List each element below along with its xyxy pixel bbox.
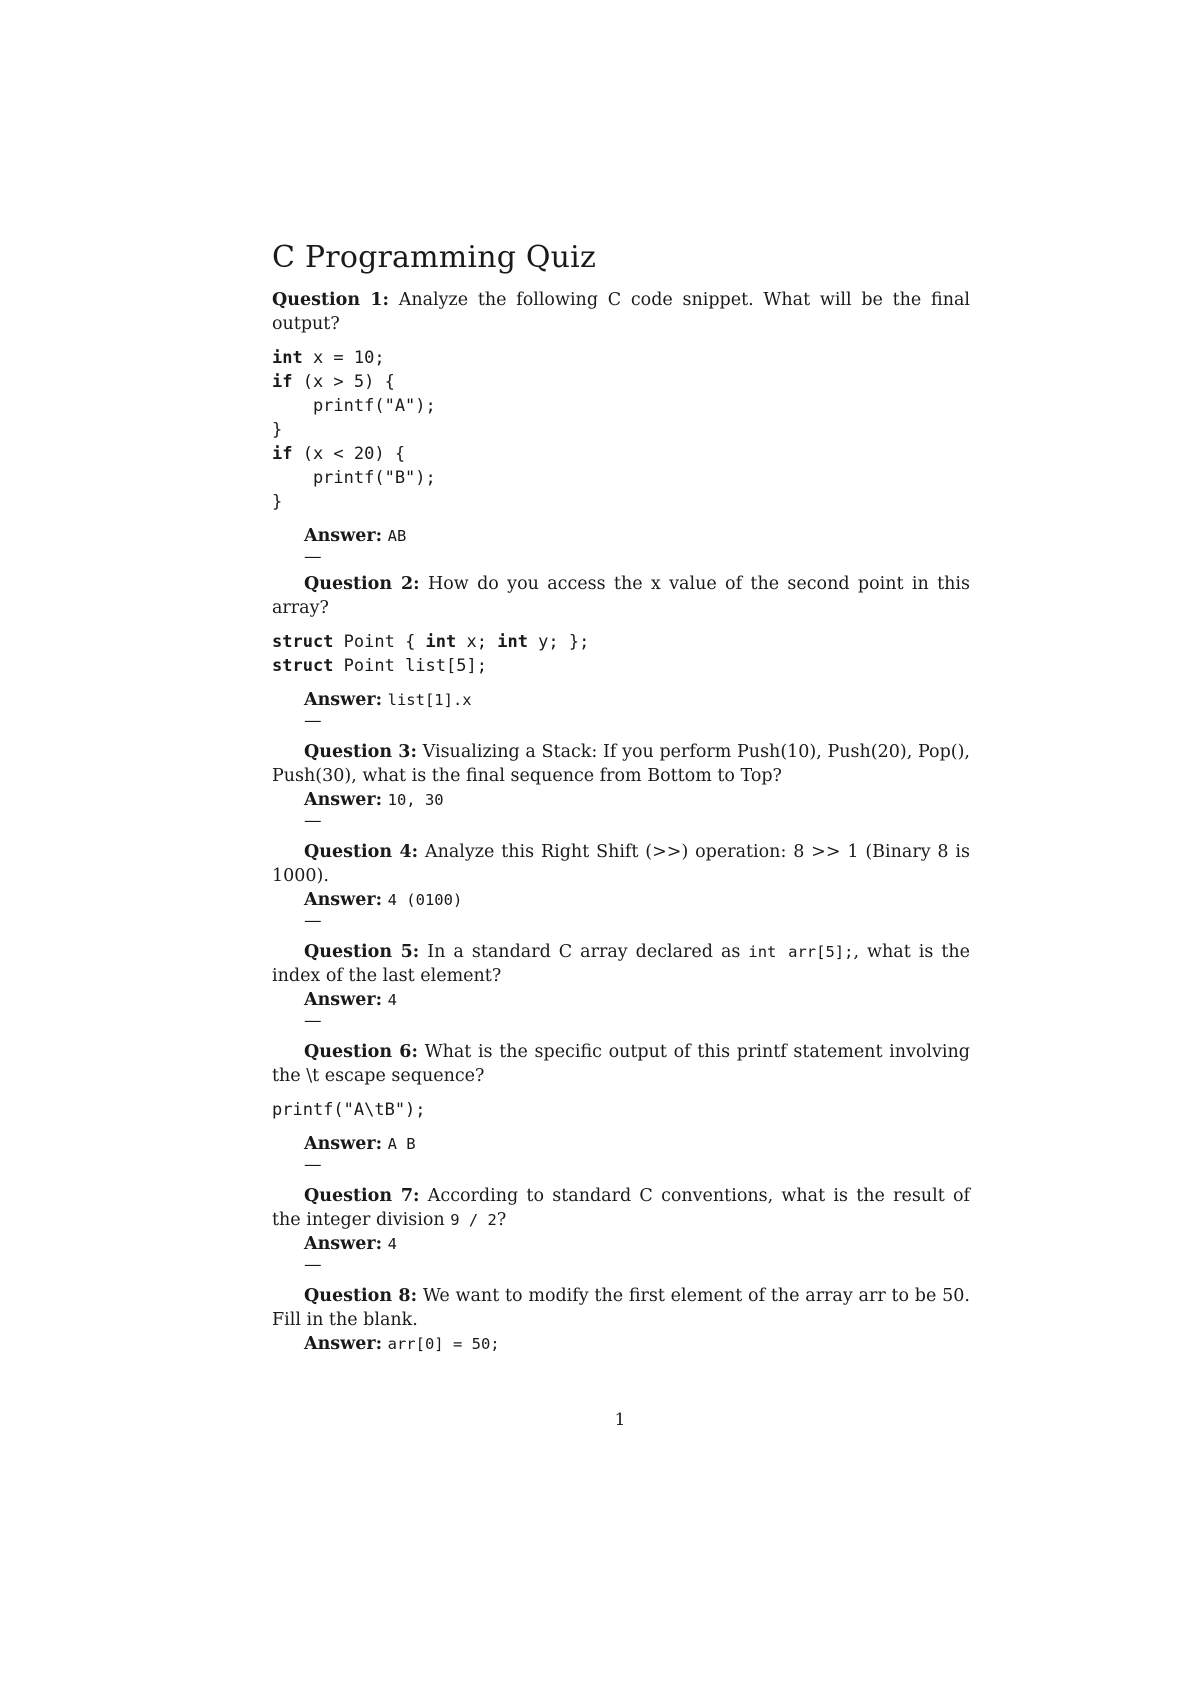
page-number: 1 [614, 1410, 626, 1430]
answer-label: Answer: [304, 526, 383, 546]
separator: — [304, 1255, 322, 1275]
code-line: } [272, 492, 283, 512]
question-text: ? [496, 1210, 507, 1230]
question-text: Visualizing a Stack: If you perform Push(10), Push(20), Pop(), Push(30), what is the final sequence from Bottom to Top? [272, 742, 970, 786]
answer-q8 [304, 1332, 970, 1356]
answer-label: Answer: [304, 690, 383, 710]
code-block-q1 [272, 346, 970, 514]
answer-label: Answer: [304, 1334, 383, 1354]
code-block-q6 [272, 1098, 970, 1122]
code-line: } [272, 420, 283, 440]
answer-value: arr[0] = 50; [387, 1335, 500, 1353]
answer-value: 4 [387, 991, 397, 1009]
code-line: printf("A"); [272, 396, 436, 416]
question-5 [272, 940, 970, 988]
answer-value: 10, 30 [387, 791, 444, 809]
question-3 [272, 740, 970, 788]
inline-code: int arr[5]; [748, 943, 854, 961]
code-line: struct Point list[5]; [272, 656, 487, 676]
code-line: int x = 10; [272, 348, 385, 368]
answer-value: A B [387, 1135, 416, 1153]
question-text: Analyze the following C code snippet. What will be the final output? [272, 290, 970, 334]
question-label: Question 6: [304, 1042, 418, 1062]
answer-value: list[1].x [387, 691, 472, 709]
question-label: Question 8: [304, 1286, 418, 1306]
answer-q2 [304, 688, 970, 712]
question-text: Analyze this Right Shift (>>) operation: 8 >> 1 (Binary 8 is 1000). [272, 842, 970, 886]
question-4 [272, 840, 970, 888]
code-block-q2 [272, 630, 970, 678]
code-line: printf("A\tB"); [272, 1100, 426, 1120]
code-line: if (x > 5) { [272, 372, 395, 392]
answer-value: 4 [387, 1235, 397, 1253]
question-8 [272, 1284, 970, 1332]
inline-code: 9 / 2 [450, 1211, 497, 1229]
answer-label: Answer: [304, 1134, 383, 1154]
question-1 [272, 288, 970, 336]
answer-q1 [304, 524, 970, 548]
question-text: What is the specific output of this printf statement involving the \t escape sequence? [272, 1042, 970, 1086]
page-title: C Programming Quiz [272, 240, 596, 275]
separator: — [304, 547, 322, 567]
answer-q3 [304, 788, 970, 812]
question-label: Question 4: [304, 842, 419, 862]
answer-q4 [304, 888, 970, 912]
question-text: How do you access the x value of the second point in this array? [272, 574, 971, 618]
separator: — [304, 1011, 322, 1031]
question-text: , what is the index of the last element? [272, 942, 970, 986]
code-line: struct Point { int x; int y; }; [272, 632, 590, 652]
question-text: In a standard C array declared as [427, 942, 749, 962]
answer-label: Answer: [304, 890, 383, 910]
answer-q6 [304, 1132, 970, 1156]
answer-value: 4 (0100) [387, 891, 463, 909]
question-text: According to standard C conventions, what is the result of the integer division [272, 1186, 970, 1230]
separator: — [304, 911, 322, 931]
answer-value: AB [387, 527, 407, 545]
quiz-page [272, 240, 970, 1356]
separator: — [304, 1155, 322, 1175]
answer-label: Answer: [304, 1234, 383, 1254]
answer-label: Answer: [304, 990, 383, 1010]
answer-label: Answer: [304, 790, 383, 810]
answer-q7 [304, 1232, 970, 1256]
question-label: Question 7: [304, 1186, 420, 1206]
separator: — [304, 811, 322, 831]
question-label: Question 3: [304, 742, 417, 762]
answer-q5 [304, 988, 970, 1012]
separator: — [304, 711, 322, 731]
code-line: if (x < 20) { [272, 444, 406, 464]
question-2 [272, 572, 970, 620]
question-6 [272, 1040, 970, 1088]
code-line: printf("B"); [272, 468, 436, 488]
question-text: We want to modify the first element of the array arr to be 50. Fill in the blank. [272, 1286, 970, 1330]
question-label: Question 2: [304, 574, 420, 594]
question-label: Question 5: [304, 942, 420, 962]
question-7 [272, 1184, 970, 1232]
question-label: Question 1: [272, 290, 389, 310]
